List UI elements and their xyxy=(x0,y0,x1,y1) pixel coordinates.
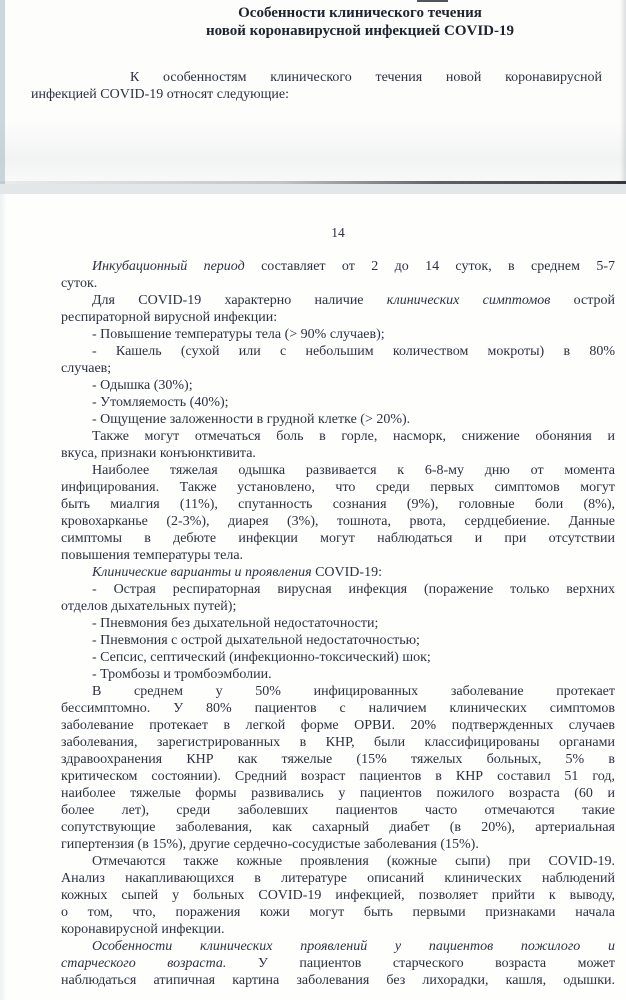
text-segment: критическом состоянии). Средний возраст пациентов в КНР составил 51 год, xyxy=(61,769,615,784)
text-segment: составляет от 2 до 14 суток, в среднем 5-7 xyxy=(244,259,615,274)
text-line xyxy=(61,513,615,530)
italic-text-segment: Инкубационный период xyxy=(92,259,245,274)
text-line xyxy=(61,326,615,343)
text-segment: - Повышение температуры тела (> 90% случаев); xyxy=(92,327,385,342)
text-line xyxy=(61,411,615,428)
text-segment: вкуса, признаки конъюнктивита. xyxy=(61,446,256,461)
document-title-line-2: новой коронавирусной инфекцией COVID-19 xyxy=(205,23,514,39)
text-line xyxy=(61,462,615,479)
text-line xyxy=(61,615,615,632)
text-line xyxy=(61,445,615,462)
italic-text-segment: Клинические варианты и проявления xyxy=(92,565,312,580)
text-segment: - Пневмония с острой дыхательной недостаточностью; xyxy=(92,633,420,648)
text-segment: - Острая респираторная вирусная инфекция (поражение только верхних xyxy=(92,582,615,597)
text-segment: о том, что, поражения кожи могут быть первыми признаками начала xyxy=(61,905,615,920)
text-line xyxy=(61,581,615,598)
text-segment: острой xyxy=(550,293,615,308)
text-segment: заболевание протекает в легкой форме ОРВИ. 20% подтвержденных случаев xyxy=(61,718,615,733)
text-line xyxy=(61,564,615,581)
page-left-edge xyxy=(0,194,7,1000)
text-line xyxy=(61,275,615,292)
text-segment: - Пневмония без дыхательной недостаточности; xyxy=(92,616,379,631)
text-line xyxy=(61,479,615,496)
text-segment: - Сепсис, септический (инфекционно-токсический) шок; xyxy=(92,650,431,665)
text-segment: наиболее тяжелые формы развивались у пациентов пожилого возраста (60 и xyxy=(61,786,615,801)
text-line xyxy=(61,870,615,887)
text-line xyxy=(61,700,615,717)
text-line xyxy=(61,649,615,666)
page-2 xyxy=(0,194,626,1000)
text-line xyxy=(61,819,615,836)
text-line xyxy=(61,683,615,700)
text-line xyxy=(61,377,615,394)
text-line xyxy=(61,598,615,615)
text-line xyxy=(61,734,615,751)
text-line xyxy=(61,955,615,972)
text-segment: К особенностям клинического течения новой коронавирусной xyxy=(130,70,602,85)
page-1 xyxy=(0,0,626,184)
text-line xyxy=(61,258,615,275)
text-segment: здравоохранения КНР как тяжелые (15% тяжелых больных, 5% в xyxy=(61,752,615,767)
text-segment: наблюдаться атипичная картина заболевания без лихорадки, кашля, одышки. xyxy=(61,973,615,988)
text-line xyxy=(61,530,615,547)
text-line xyxy=(61,292,615,309)
text-segment: повышения температуры тела. xyxy=(61,548,244,563)
text-line xyxy=(31,69,602,86)
italic-text-segment: Особенности клинических проявлений у пациентов пожилого и xyxy=(92,939,615,954)
text-segment: - Ощущение заложенности в грудной клетке (> 20%). xyxy=(92,412,411,427)
text-line xyxy=(61,496,615,513)
text-line xyxy=(61,768,615,785)
page-1-text-block xyxy=(31,69,602,103)
text-line xyxy=(61,972,615,989)
text-segment: гипертензия (в 15%), другие сердечно-сосудистые заболевания (15%). xyxy=(61,837,479,852)
text-segment: - Кашель (сухой или с небольшим количеством мокроты) в 80% xyxy=(92,344,615,359)
text-line xyxy=(61,360,615,377)
text-segment: инфицирования. Также установлено, что среди первых симптомов могут xyxy=(61,480,615,495)
text-line xyxy=(61,853,615,870)
text-segment: - Одышка (30%); xyxy=(92,378,193,393)
text-segment: респираторной вирусной инфекции: xyxy=(61,310,278,325)
document-title xyxy=(94,4,626,40)
text-segment: инфекцией COVID-19 относят следующие: xyxy=(31,87,289,102)
text-segment: заболевания, зарегистрированных в КНР, были классифицированы органами xyxy=(61,735,615,750)
text-segment: COVID-19: xyxy=(311,565,382,580)
text-line xyxy=(61,666,615,683)
text-segment: Анализ накапливающихся в литературе описаний клинических наблюдений xyxy=(61,871,615,886)
text-segment: - Тромбозы и тромбоэмболии. xyxy=(92,667,272,682)
text-segment: сопутствующие заболевания, как сахарный диабет (в 20%), артериальная xyxy=(61,820,615,835)
text-line xyxy=(61,394,615,411)
text-segment: кожных сыпей у больных COVID-19 инфекцией, позволяет прийти к выводу, xyxy=(61,888,615,903)
text-line xyxy=(61,428,615,445)
text-segment: Наиболее тяжелая одышка развивается к 6-8-му дню от момента xyxy=(92,463,615,478)
text-line xyxy=(31,86,602,103)
text-segment: бессимптомно. У 80% пациентов с наличием клинических симптомов xyxy=(61,701,615,716)
text-line xyxy=(61,904,615,921)
text-line xyxy=(61,547,615,564)
scan-artifact xyxy=(417,0,448,2)
text-segment: Также могут отмечаться боль в горле, насморк, снижение обоняния и xyxy=(92,429,615,444)
text-segment: Отмечаются также кожные проявления (кожные сыпи) при COVID-19. xyxy=(92,854,615,869)
text-segment: быть миалгия (11%), спутанность сознания (9%), головные боли (8%), xyxy=(61,497,615,512)
text-line xyxy=(61,938,615,955)
scan-noise xyxy=(0,120,626,184)
page-number: 14 xyxy=(331,225,345,240)
text-segment: У пациентов старческого возраста может xyxy=(226,956,615,971)
text-line xyxy=(61,343,615,360)
text-segment: более лет), среди заболевших пациентов часто отмечаются такие xyxy=(61,803,615,818)
text-line xyxy=(61,751,615,768)
page-2-text-block xyxy=(61,258,615,989)
text-segment: симптомы в дебюте инфекции могут наблюдаться и при отсутствии xyxy=(61,531,615,546)
text-segment: В среднем у 50% инфицированных заболевание протекает xyxy=(92,684,615,699)
text-line xyxy=(61,632,615,649)
italic-text-segment: старческого возраста. xyxy=(61,956,227,971)
text-segment: Для COVID-19 характерно наличие xyxy=(92,293,387,308)
document-title-line-1: Особенности клинического течения xyxy=(238,5,482,21)
text-segment: случаев; xyxy=(61,361,112,376)
text-line xyxy=(61,309,615,326)
text-line xyxy=(61,802,615,819)
text-segment: отделов дыхательных путей); xyxy=(61,599,237,614)
text-line xyxy=(61,836,615,853)
text-line xyxy=(61,785,615,802)
text-segment: суток. xyxy=(61,276,98,291)
text-segment: коронавирусной инфекции. xyxy=(61,922,225,937)
text-line xyxy=(61,717,615,734)
text-line xyxy=(61,921,615,938)
text-segment: - Утомляемость (40%); xyxy=(92,395,229,410)
text-line xyxy=(61,887,615,904)
text-segment: кровохарканье (2-3%), диарея (3%), тошнота, рвота, сердцебиение. Данные xyxy=(61,514,615,529)
italic-text-segment: клинических симптомов xyxy=(386,293,551,308)
page-gap xyxy=(0,184,626,194)
